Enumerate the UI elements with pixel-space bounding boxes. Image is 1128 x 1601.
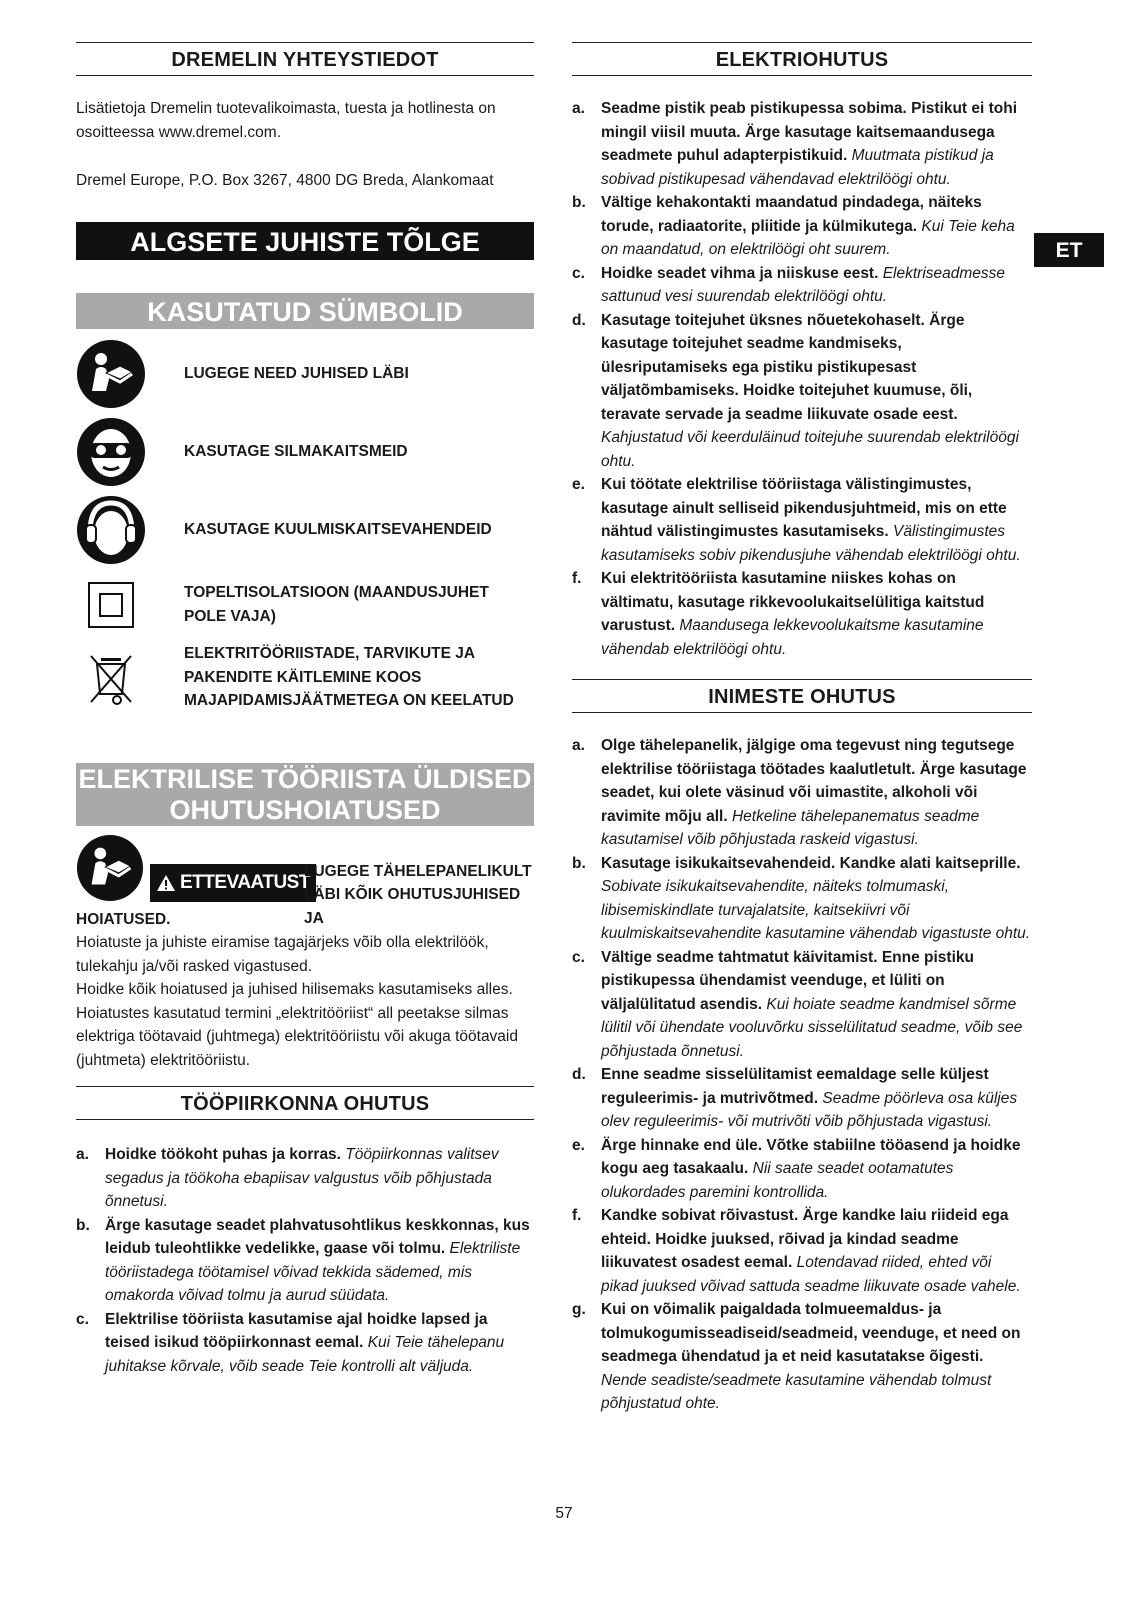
general-warnings-banner-line2: OHUTUSHOIATUSED (169, 794, 441, 825)
list-item: e. Kui töötate elektrilise tööriistaga välistingimustes, kasutage ainult selliseid pikendusjuhtmeid, mis on ette nähtud välistingimustes kasutamiseks. Välistingimustes kasutamiseks sobiv pikendusjuhe vähendab elektrilöögi ohtu. (572, 476, 1021, 564)
contacts-address: Dremel Europe, P.O. Box 3267, 4800 DG Breda, Alankomaat (76, 172, 494, 189)
symbol-label: KASUTAGE SILMAKAITSMEID (184, 442, 408, 460)
list-item: c. Hoidke seadet vihma ja niiskuse eest. Elektriseadmesse sattunud vesi suurendab elektrilöögi ohtu. (572, 264, 1006, 305)
symbol-row (76, 417, 534, 487)
personal-safety-list (572, 734, 1032, 1416)
personal-safety-heading: INIMESTE OHUTUS (572, 679, 1032, 713)
list-item: b. Ärge kasutage seadet plahvatusohtlikus keskkonnas, kus leidub tuleohtlikke vedelikke, gaase või tolmu. Elektriliste tööriistadega töötamisel võivad tekkida sädemed, mis omakorda võivad tolmu ja aurud süüdata. (76, 1216, 530, 1304)
symbol-label: KASUTAGE KUULMISKAITSEVAHENDEID (184, 520, 492, 538)
work-area-list (76, 1143, 534, 1378)
list-item: a. Olge tähelepanelik, jälgige oma tegevust ning tegutsege elektrilise tööriistaga töötades kaalutletult. Ärge kasutage seadet, kui olete väsinud või uimastite, alkoholi või ravimite mõju all. Hetkeline tähelepanematus seadme kasutamisel võib põhjustada raskeid vigastusi. (572, 737, 1027, 848)
read-manual-icon (76, 834, 144, 907)
contacts-heading: DREMELIN YHTEYSTIEDOT (76, 42, 534, 76)
warning-heading-line3: HOIATUSED. (76, 910, 171, 928)
symbol-row (76, 577, 534, 633)
warning-heading (304, 860, 534, 931)
warning-heading-line1: LUGEGE TÄHELEPANELIKULT (304, 862, 532, 880)
language-tab: ET (1034, 233, 1104, 267)
eye-protection-icon (76, 417, 146, 487)
symbols-list (76, 339, 534, 717)
warning-badge-label: ETTEVAATUST (180, 871, 310, 893)
list-item: e. Ärge hinnake end üle. Võtke stabiilne tööasend ja hoidke kogu aeg tasakaalu. Nii saate seadet ootamatutes olukordades paremini kontrollida. (572, 1136, 1021, 1201)
symbol-row (76, 495, 534, 565)
list-item: a. Hoidke töökoht puhas ja korras. Tööpiirkonnas valitsev segadus ja töökoha ebapiisav valgustus võib põhjustada õnnetusi. (76, 1146, 499, 1210)
list-item: d. Enne seadme sisselülitamist eemaldage selle küljest reguleerimis- ja mutrivõtmed. Seadme pöörleva osa küljes olev reguleerimis- või mutrivõti võib põhjustada vigastusi. (572, 1066, 1018, 1130)
list-item: f. Kui elektritööriista kasutamine niiskes kohas on vältimatu, kasutage rikkevoolukaitselülitiga kaitstud varustust. Maandusega lekkevoolukaitsme kasutamine vähendab elektrilöögi ohtu. (572, 570, 985, 658)
work-area-heading: TÖÖPIIRKONNA OHUTUS (76, 1086, 534, 1120)
warning-triangle-icon (156, 874, 176, 892)
double-insulation-icon (76, 577, 146, 633)
crossed-bin-icon (76, 643, 146, 717)
electric-safety-heading: ELEKTRIOHUTUS (572, 42, 1032, 76)
warning-paragraph: Hoidke kõik hoiatused ja juhised hilisemaks kasutamiseks alles. (76, 981, 513, 998)
symbol-label: ELEKTRITÖÖRIISTADE, TARVIKUTE JA PAKENDITE KÄITLEMINE KOOS MAJAPIDAMISJÄÄTMETEGA ON KEELATUD (184, 645, 514, 710)
general-warnings-banner (76, 763, 534, 826)
symbol-row (76, 643, 534, 717)
left-column (76, 42, 534, 1378)
list-item: d. Kasutage toitejuhet üksnes nõuetekohaselt. Ärge kasutage toitejuhet seadme kandmiseks, ülesriputamiseks ega pistiku pistikupesast väljatõmbamiseks. Hoidke toitejuhet kuumuse, õli, teravate servade ja seadme liikuvate osade eest. Kahjustatud või keerduläinud toitejuhe suurendab elektrilöögi ohtu. (572, 311, 1019, 470)
warning-paragraph: Hoiatustes kasutatud termini „elektritööriist“ all peetakse silmas elektriga töötavaid (juhtmega) elektritööriistu või akuga töötavaid (juhtmeta) elektritööriistu. (76, 1004, 518, 1069)
list-item: f. Kandke sobivat rõivastust. Ärge kandke laiu riideid ega ehteid. Hoidke juuksed, rõivad ja kindad seadme liikuvatest osadest eemal. Lotendavad riided, ehted või pikad juuksed võivad sattuda seadme liikuvate osade vahele. (572, 1207, 1021, 1295)
electric-safety-list (572, 97, 1032, 661)
list-item: c. Elektrilise tööriista kasutamise ajal hoidke lapsed ja teised isikud tööpiirkonnast eemal. Kui Teie tähelepanu juhitakse kõrvale, võib seade Teie kontrolli alt väljuda. (76, 1310, 505, 1375)
symbol-label: TOPELTISOLATSIOON (MAANDUSJUHET POLE VAJA) (184, 584, 489, 625)
list-item: b. Vältige kehakontakti maandatud pindadega, näiteks torude, radiaatorite, pliitide ja külmikutega. Kui Teie keha on maandatud, on elektrilöögi oht suurem. (572, 194, 1015, 258)
list-item: a. Seadme pistik peab pistikupessa sobima. Pistikut ei tohi mingil viisil muuta. Ärge kasutage kaitsemaandusega seadmete puhul adapterpistikuid. Muutmata pistikud ja sobivad pistikupesad vähendavad elektrilöögi ohtu. (572, 100, 1018, 188)
page-number: 57 (555, 1505, 573, 1522)
symbol-label: LUGEGE NEED JUHISED LÄBI (184, 364, 409, 382)
contacts-paragraph: Lisätietoja Dremelin tuotevalikoimasta, tuesta ja hotlinesta on osoitteessa www.dremel.com. (76, 100, 496, 141)
general-warnings-banner-line1: ELEKTRILISE TÖÖRIISTA ÜLDISED (78, 763, 532, 794)
list-item: c. Vältige seadme tahtmatut käivitamist. Enne pistiku pistikupessa ühendamist veenduge, et lüliti on väljalülitatud asendis. Kui hoiate seadme kandmisel sõrme lülitil või ühendate vooluvõrku sisselülitatud seadme, võib see põhjustada õnnetusi. (572, 948, 1023, 1060)
symbols-banner: KASUTATUD SÜMBOLID (76, 293, 534, 329)
warning-badge (150, 864, 316, 902)
warning-paragraph: Hoiatuste ja juhiste eiramise tagajärjeks võib olla elektrilöök, tulekahju ja/või rasked vigastused. (76, 934, 489, 975)
list-item: b. Kasutage isikukaitsevahendeid. Kandke alati kaitseprille. Sobivate isikukaitsevahendite, näiteks tolmumaski, libisemiskindlate turvajalatsite, kaitsekiivri või kuulmiskaitsevahendite kasutamine vähendab vigastuste ohtu. (572, 854, 1031, 942)
right-column (572, 42, 1032, 1416)
read-manual-icon (76, 339, 146, 409)
warning-heading-line2: LÄBI KÕIK OHUTUSJUHISED JA (304, 886, 521, 927)
translation-banner: ALGSETE JUHISTE TÕLGE (76, 222, 534, 260)
symbol-row (76, 339, 534, 409)
ear-protection-icon (76, 495, 146, 565)
list-item: g. Kui on võimalik paigaldada tolmueemaldus- ja tolmukogumisseadiseid/seadmeid, veenduge, et need on seadmega ühendatud ja et neid kasutatakse õigesti. Nende seadiste/seadmete kasutamine vähendab tolmust põhjustatud ohte. (572, 1301, 1021, 1412)
